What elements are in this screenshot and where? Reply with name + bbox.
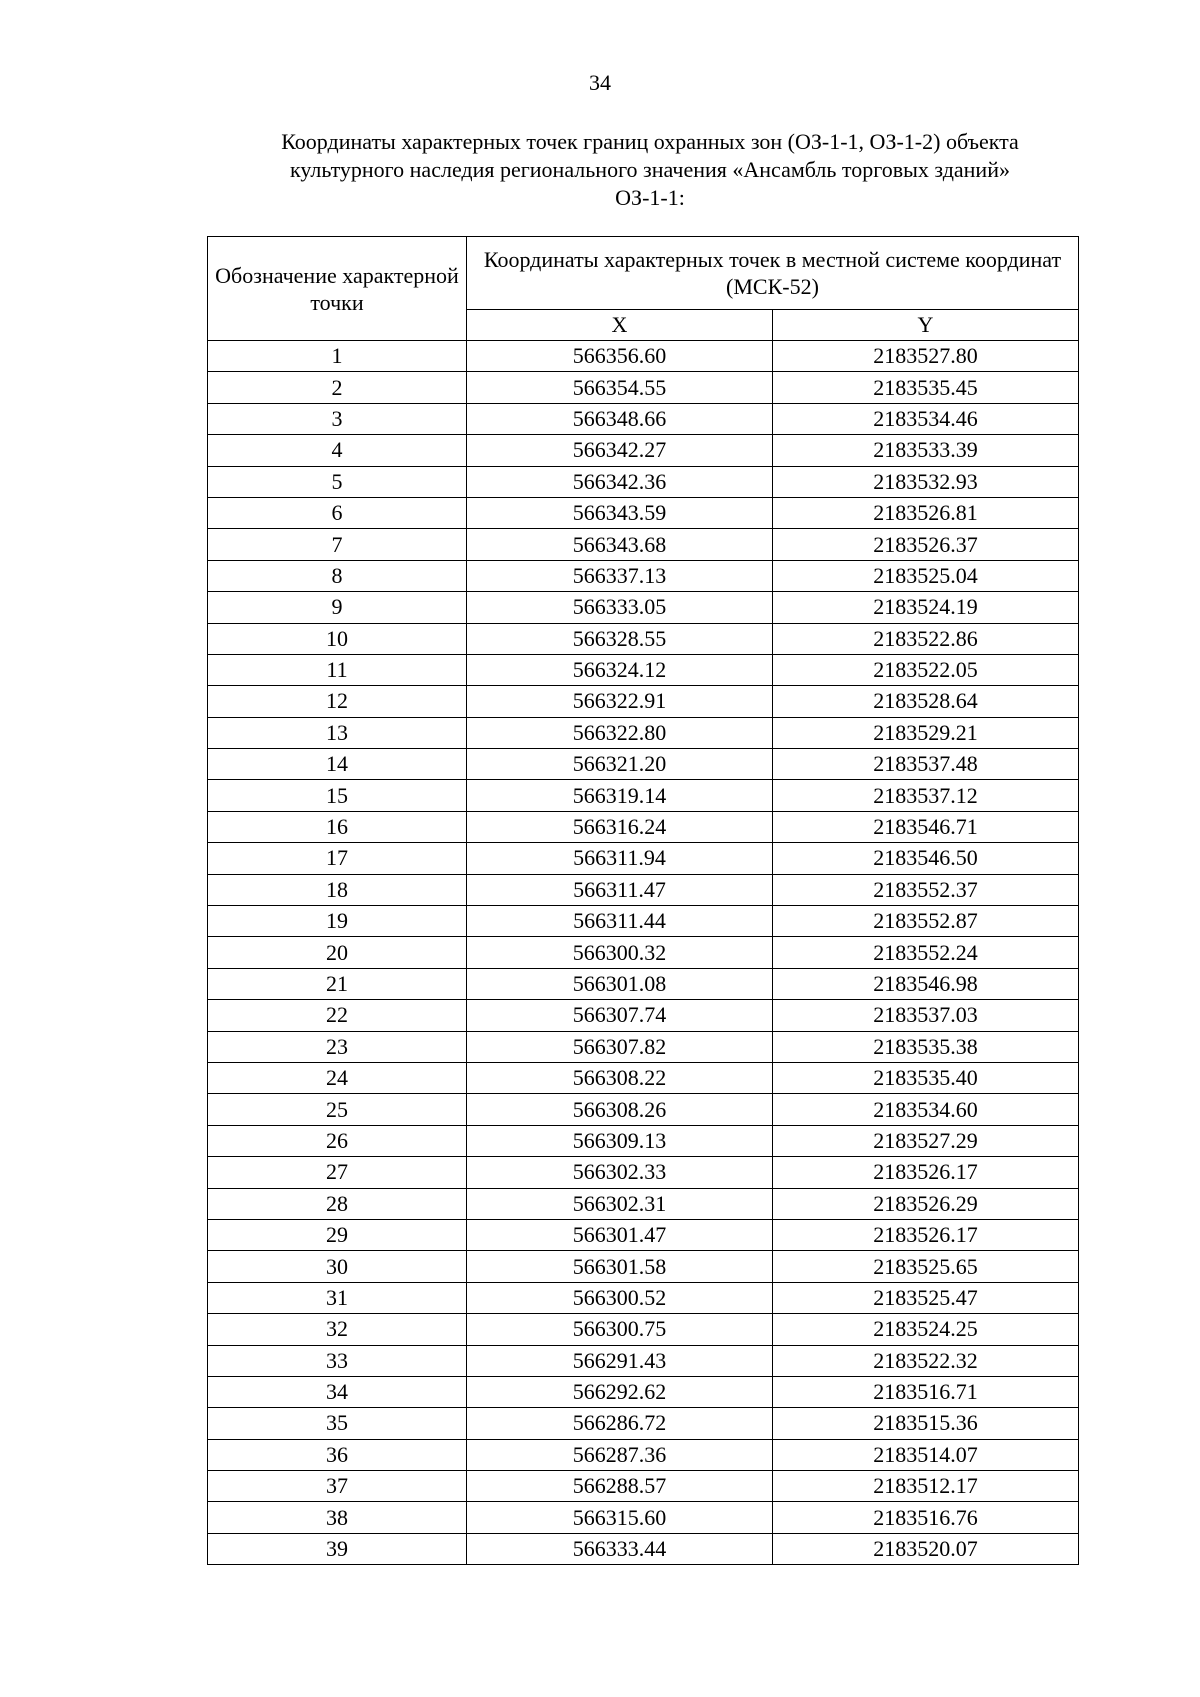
cell-y: 2183546.71 — [773, 811, 1079, 842]
cell-point-number: 15 — [208, 780, 467, 811]
cell-y: 2183527.29 — [773, 1125, 1079, 1156]
cell-point-number: 14 — [208, 749, 467, 780]
table-row — [208, 1471, 1079, 1502]
table-row — [208, 906, 1079, 937]
cell-x: 566354.55 — [467, 372, 773, 403]
table-row — [208, 1376, 1079, 1407]
cell-y: 2183527.80 — [773, 341, 1079, 372]
cell-y: 2183515.36 — [773, 1408, 1079, 1439]
cell-x: 566321.20 — [467, 749, 773, 780]
cell-point-number: 6 — [208, 497, 467, 528]
table-row — [208, 1157, 1079, 1188]
table-row — [208, 592, 1079, 623]
cell-point-number: 20 — [208, 937, 467, 968]
cell-y: 2183535.40 — [773, 1062, 1079, 1093]
table-row — [208, 686, 1079, 717]
cell-y: 2183534.46 — [773, 403, 1079, 434]
table-row — [208, 1000, 1079, 1031]
table-row — [208, 843, 1079, 874]
cell-x: 566322.91 — [467, 686, 773, 717]
table-row — [208, 466, 1079, 497]
table-row — [208, 1502, 1079, 1533]
cell-point-number: 10 — [208, 623, 467, 654]
cell-x: 566302.33 — [467, 1157, 773, 1188]
cell-point-number: 1 — [208, 341, 467, 372]
cell-y: 2183522.86 — [773, 623, 1079, 654]
cell-x: 566348.66 — [467, 403, 773, 434]
table-row — [208, 1219, 1079, 1250]
cell-point-number: 12 — [208, 686, 467, 717]
cell-x: 566342.36 — [467, 466, 773, 497]
cell-y: 2183528.64 — [773, 686, 1079, 717]
cell-x: 566324.12 — [467, 654, 773, 685]
cell-x: 566308.22 — [467, 1062, 773, 1093]
title-line-1: Координаты характерных точек границ охранных зон (ОЗ-1-1, ОЗ-1-2) объекта — [281, 129, 1019, 154]
cell-y: 2183552.87 — [773, 906, 1079, 937]
table-row — [208, 780, 1079, 811]
cell-x: 566315.60 — [467, 1502, 773, 1533]
cell-y: 2183537.03 — [773, 1000, 1079, 1031]
cell-x: 566302.31 — [467, 1188, 773, 1219]
cell-point-number: 22 — [208, 1000, 467, 1031]
cell-y: 2183552.24 — [773, 937, 1079, 968]
cell-point-number: 8 — [208, 560, 467, 591]
cell-y: 2183522.05 — [773, 654, 1079, 685]
cell-x: 566333.44 — [467, 1533, 773, 1564]
cell-x: 566343.59 — [467, 497, 773, 528]
cell-point-number: 7 — [208, 529, 467, 560]
table-row — [208, 1533, 1079, 1564]
cell-y: 2183534.60 — [773, 1094, 1079, 1125]
cell-point-number: 19 — [208, 906, 467, 937]
cell-point-number: 31 — [208, 1282, 467, 1313]
coordinates-table — [207, 236, 1079, 1565]
table-row — [208, 717, 1079, 748]
cell-x: 566311.94 — [467, 843, 773, 874]
cell-point-number: 9 — [208, 592, 467, 623]
table-row — [208, 403, 1079, 434]
cell-x: 566301.08 — [467, 968, 773, 999]
table-row — [208, 560, 1079, 591]
cell-x: 566311.44 — [467, 906, 773, 937]
table-header — [208, 237, 1079, 341]
table-row — [208, 1188, 1079, 1219]
cell-point-number: 34 — [208, 1376, 467, 1407]
page-number: 34 — [589, 70, 611, 95]
cell-point-number: 4 — [208, 435, 467, 466]
cell-y: 2183525.47 — [773, 1282, 1079, 1313]
cell-x: 566300.32 — [467, 937, 773, 968]
table-row — [208, 874, 1079, 905]
cell-point-number: 29 — [208, 1219, 467, 1250]
cell-point-number: 24 — [208, 1062, 467, 1093]
cell-x: 566309.13 — [467, 1125, 773, 1156]
cell-point-number: 36 — [208, 1439, 467, 1470]
cell-point-number: 23 — [208, 1031, 467, 1062]
cell-point-number: 3 — [208, 403, 467, 434]
cell-point-number: 13 — [208, 717, 467, 748]
cell-x: 566322.80 — [467, 717, 773, 748]
table-row — [208, 623, 1079, 654]
cell-y: 2183546.98 — [773, 968, 1079, 999]
cell-y: 2183537.12 — [773, 780, 1079, 811]
cell-y: 2183516.71 — [773, 1376, 1079, 1407]
cell-x: 566311.47 — [467, 874, 773, 905]
table-row — [208, 1439, 1079, 1470]
table-row — [208, 1062, 1079, 1093]
cell-point-number: 5 — [208, 466, 467, 497]
cell-x: 566286.72 — [467, 1408, 773, 1439]
header-coordinates: Координаты характерных точек в местной системе координат (МСК-52) — [467, 237, 1079, 310]
cell-y: 2183516.76 — [773, 1502, 1079, 1533]
table-row — [208, 1251, 1079, 1282]
cell-x: 566328.55 — [467, 623, 773, 654]
header-y: Y — [773, 310, 1079, 341]
cell-point-number: 35 — [208, 1408, 467, 1439]
header-x: X — [467, 310, 773, 341]
table-row — [208, 749, 1079, 780]
table-row — [208, 1408, 1079, 1439]
cell-x: 566337.13 — [467, 560, 773, 591]
cell-y: 2183537.48 — [773, 749, 1079, 780]
cell-x: 566301.47 — [467, 1219, 773, 1250]
table-row — [208, 341, 1079, 372]
table-row — [208, 968, 1079, 999]
table-row — [208, 654, 1079, 685]
cell-y: 2183524.19 — [773, 592, 1079, 623]
cell-x: 566300.52 — [467, 1282, 773, 1313]
title-line-2: культурного наследия регионального значения «Ансамбль торговых зданий» — [290, 157, 1010, 182]
table-body — [208, 341, 1079, 1565]
cell-x: 566291.43 — [467, 1345, 773, 1376]
cell-y: 2183526.17 — [773, 1157, 1079, 1188]
title-line-3: ОЗ-1-1: — [615, 185, 685, 210]
cell-point-number: 32 — [208, 1314, 467, 1345]
cell-point-number: 18 — [208, 874, 467, 905]
cell-point-number: 16 — [208, 811, 467, 842]
cell-point-number: 11 — [208, 654, 467, 685]
cell-point-number: 17 — [208, 843, 467, 874]
cell-point-number: 21 — [208, 968, 467, 999]
cell-point-number: 39 — [208, 1533, 467, 1564]
cell-y: 2183535.45 — [773, 372, 1079, 403]
cell-x: 566307.74 — [467, 1000, 773, 1031]
table-row — [208, 1094, 1079, 1125]
cell-y: 2183535.38 — [773, 1031, 1079, 1062]
cell-point-number: 37 — [208, 1471, 467, 1502]
cell-x: 566287.36 — [467, 1439, 773, 1470]
cell-y: 2183532.93 — [773, 466, 1079, 497]
cell-y: 2183526.37 — [773, 529, 1079, 560]
table-row — [208, 372, 1079, 403]
cell-x: 566342.27 — [467, 435, 773, 466]
cell-x: 566308.26 — [467, 1094, 773, 1125]
cell-y: 2183526.17 — [773, 1219, 1079, 1250]
cell-x: 566292.62 — [467, 1376, 773, 1407]
cell-y: 2183524.25 — [773, 1314, 1079, 1345]
cell-point-number: 30 — [208, 1251, 467, 1282]
header-point-designation: Обозначение характерной точки — [208, 237, 467, 341]
cell-x: 566316.24 — [467, 811, 773, 842]
cell-y: 2183526.29 — [773, 1188, 1079, 1219]
cell-y: 2183546.50 — [773, 843, 1079, 874]
cell-y: 2183526.81 — [773, 497, 1079, 528]
cell-point-number: 26 — [208, 1125, 467, 1156]
table-row — [208, 1345, 1079, 1376]
cell-y: 2183520.07 — [773, 1533, 1079, 1564]
cell-y: 2183514.07 — [773, 1439, 1079, 1470]
cell-x: 566301.58 — [467, 1251, 773, 1282]
cell-point-number: 33 — [208, 1345, 467, 1376]
cell-x: 566300.75 — [467, 1314, 773, 1345]
table-row — [208, 1125, 1079, 1156]
cell-point-number: 38 — [208, 1502, 467, 1533]
cell-x: 566333.05 — [467, 592, 773, 623]
cell-y: 2183525.04 — [773, 560, 1079, 591]
cell-point-number: 27 — [208, 1157, 467, 1188]
cell-point-number: 25 — [208, 1094, 467, 1125]
cell-x: 566343.68 — [467, 529, 773, 560]
cell-y: 2183529.21 — [773, 717, 1079, 748]
table-row — [208, 1282, 1079, 1313]
cell-point-number: 2 — [208, 372, 467, 403]
cell-y: 2183525.65 — [773, 1251, 1079, 1282]
table-row — [208, 529, 1079, 560]
table-row — [208, 811, 1079, 842]
cell-x: 566288.57 — [467, 1471, 773, 1502]
cell-point-number: 28 — [208, 1188, 467, 1219]
cell-y: 2183533.39 — [773, 435, 1079, 466]
cell-y: 2183552.37 — [773, 874, 1079, 905]
page-title — [200, 128, 1100, 212]
table-row — [208, 435, 1079, 466]
cell-y: 2183522.32 — [773, 1345, 1079, 1376]
cell-x: 566356.60 — [467, 341, 773, 372]
cell-x: 566319.14 — [467, 780, 773, 811]
table-row — [208, 1314, 1079, 1345]
table-row — [208, 1031, 1079, 1062]
table-row — [208, 497, 1079, 528]
cell-y: 2183512.17 — [773, 1471, 1079, 1502]
table-row — [208, 937, 1079, 968]
cell-x: 566307.82 — [467, 1031, 773, 1062]
